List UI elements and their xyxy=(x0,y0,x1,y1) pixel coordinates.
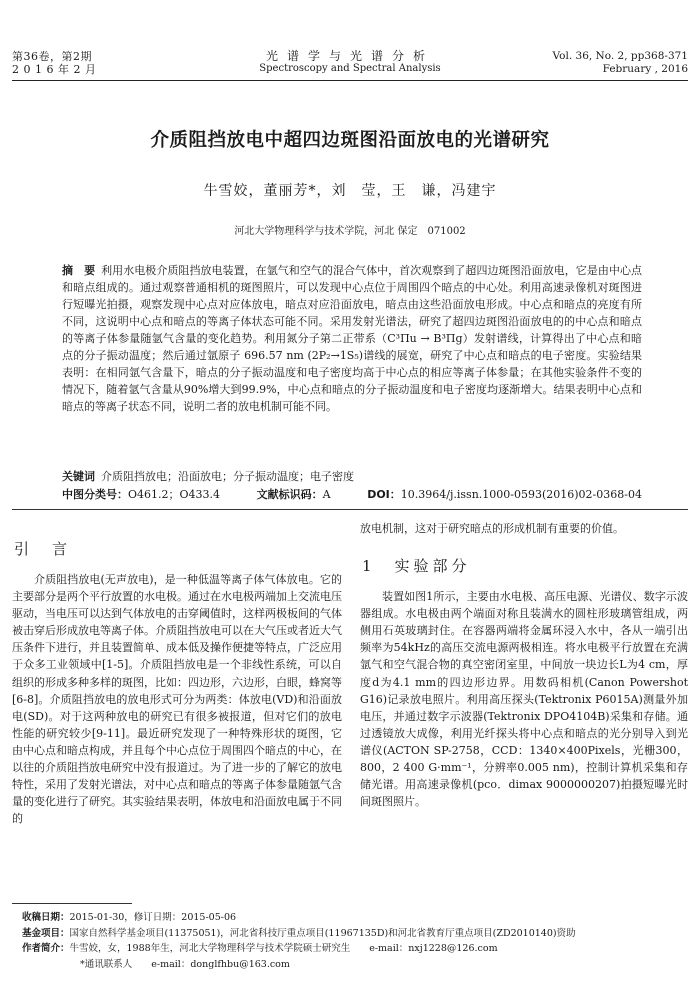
header-divider xyxy=(12,80,688,81)
journal-name xyxy=(200,49,500,75)
issue-date: 2 0 1 6 年 2 月 xyxy=(12,63,97,76)
abstract-label: 摘 要 xyxy=(62,264,96,277)
paper-title: 介质阻挡放电中超四边斑图沿面放电的光谱研究 xyxy=(150,130,550,151)
abstract xyxy=(62,262,642,415)
volume-pages-en: Vol. 36, No. 2, pp368-371 xyxy=(552,50,688,62)
left-column xyxy=(12,520,342,827)
intro-heading: 引 言 xyxy=(14,540,72,558)
intro-continuation: 放电机制，这对于研究暗点的形成机制有重要的价值。 xyxy=(360,522,624,535)
running-header-right xyxy=(488,50,688,76)
clc-label: 中图分类号： xyxy=(62,488,128,501)
author-bio xyxy=(22,941,688,957)
issue-date-en: February , 2016 xyxy=(602,63,688,75)
corresponding-author: *通讯联系人 e-mail：donglfhbu@163.com xyxy=(80,958,290,970)
author-bio-value: 牛雪姣，女，1988年生，河北大学物理科学与技术学院硕士研究生 e-mail：nxj1228@126.com xyxy=(69,943,498,954)
journal-name-cn: 光谱学与光谱分析 xyxy=(265,49,434,63)
document-code-label: 文献标识码： xyxy=(256,488,323,501)
doi xyxy=(367,486,642,503)
right-column xyxy=(360,520,688,810)
funding xyxy=(22,926,688,942)
author-list: 牛雪姣，董丽芳*，刘 莹，王 谦，冯建宇 xyxy=(203,183,497,199)
author-bio-label: 作者简介： xyxy=(22,943,70,954)
affiliation: 河北大学物理科学与技术学院，河北 保定 071002 xyxy=(234,226,466,237)
abstract-divider xyxy=(12,509,688,510)
funding-value: 国家自然科学基金项目(11375051)，河北省科技厅重点项目(11967135D)和河北省教育厅重点项目(ZD2010140)资助 xyxy=(69,927,576,939)
running-header-left xyxy=(12,50,192,76)
doi-label: DOI： xyxy=(367,488,401,501)
funding-label: 基金项目： xyxy=(22,927,70,939)
intro-paragraph: 介质阻挡放电(无声放电)，是一种低温等离子体气体放电。它的主要部分是两个平行放置的水电极。通过在水电极两端加上交流电压驱动，当电压可以达到气体放电的击穿阈值时，这样两极板间的气体被击穿后形成放电等离子体。介质阻挡放电可以在大气压或者近大气压条件下进行，并且装置简单、成本低及操作便捷等特点，广泛应用于众多工业领域中[1-5]。介质阻挡放电是一个非线性系统，可以自组织的形成多种多样的斑图，比如：四边形，六边形，白眼，蜂窝等[6-8]。介质阻挡放电的放电形式可分为两类：体放电(VD)和沿面放电(SD)。对于这两种放电的研究已有很多被报道，但对它们的放电性能的研究较少[9-11]。最近研究发现了一种特殊形状的斑图，它由中心点和暗点构成，并且每个中心点位于周围四个暗点的中心，在以往的介质阻挡放电研究中没有报道过。为了进一步的了解它的放电特性，采用了发射光谱法，对中心点和暗点的等离子体参量随氩气含量的变化进行了研究。其实验结果表明，体放电和沿面放电属于不同的 xyxy=(12,573,342,826)
journal-name-en: Spectroscopy and Spectral Analysis xyxy=(259,63,441,74)
document-code xyxy=(257,486,331,503)
abstract-text: 利用水电极介质阻挡放电装置，在氩气和空气的混合气体中，首次观察到了超四边斑图沿面放电，它是由中心点和暗点组成的。通过观察普通相机的斑图照片，可以发现中心点位于周围四个暗点的中心处。利用高速录像机对斑图进行短曝光拍摄，观察发现中心点对应体放电，暗点对应沿面放电，暗点由这些沿面放电形成。中心点和暗点的亮度有所不同，这说明中心点和暗点的等离子体状态可能不同。采用发射光谱法，研究了超四边斑图沿面放电的的中心点和暗点的等离子体参量随氩气含量的变化趋势。利用氮分子第二正带系（C³Πu → B³Πg）发射谱线，计算得出了中心点和暗点的分子振动温度；然后通过氩原子 696.57 nm (2P₂→1S₅)谱线的展宽，研究了中心点和暗点的电子密度。实验结果表明：在相同氩气含量下，暗点的分子振动温度和电子密度均高于中心点的相应等离子体参量；在其他实验条件不变的情况下，随着氩气含量从90%增大到99.9%，中心点和暗点的分子振动温度和电子密度均逐渐增大。结果表明中心点和暗点的等离子状态不同，说明二者的放电机制可能不同。 xyxy=(62,264,643,413)
footnotes xyxy=(22,910,688,972)
document-code-value: A xyxy=(322,488,331,501)
doi-value: 10.3964/j.issn.1000-0593(2016)02-0368-04 xyxy=(400,488,642,501)
received-value: 2015-01-30，修订日期：2015-05-06 xyxy=(69,912,237,923)
keywords-label: 关键词 xyxy=(62,470,95,483)
keywords xyxy=(62,468,642,485)
classification-line xyxy=(62,486,642,503)
experiment-heading: 1 实验部分 xyxy=(362,557,471,576)
clc-value: O461.2；O433.4 xyxy=(128,488,221,501)
clc-number xyxy=(62,486,220,503)
received-label: 收稿日期： xyxy=(22,912,70,923)
volume-issue: 第36卷，第2期 xyxy=(12,50,92,63)
experiment-paragraph: 装置如图1所示，主要由水电极、高压电源、光谱仪、数字示波器组成。水电极由两个端面对称且装满水的圆柱形玻璃管组成，两侧用石英玻璃封住。在容器两端将金属环浸入水中，各从一端引出频率为54kHz的高压交流电源两极相连。将水电极平行放置在充满氩气和空气混合物的真空密闭室里，中间放一块边长L为4 cm，厚度d为4.1 mm的四边形边界。用数码相机(Canon Powershot G16)记录放电照片。利用高压探头(Tektronix P6015A)测量外加电压，并通过数字示波器(Tektronix DPO4104B)采集和存储。通过透镜放大成像，利用光纤探头将中心点和暗点的光分别导入到光谱仪(ACTON SP-2758，CCD：1340×400Pixels，光栅300，800，2 400 G·mm⁻¹，分辨率0.005 nm)，控制计算机采集和存储光谱。用高速录像机(pco．dimax 9000000207)拍摄短曝光时间斑图照片。 xyxy=(360,590,688,809)
received-date xyxy=(22,910,688,926)
keywords-text: 介质阻挡放电；沿面放电；分子振动温度；电子密度 xyxy=(101,470,354,483)
footnote-divider xyxy=(12,903,132,904)
